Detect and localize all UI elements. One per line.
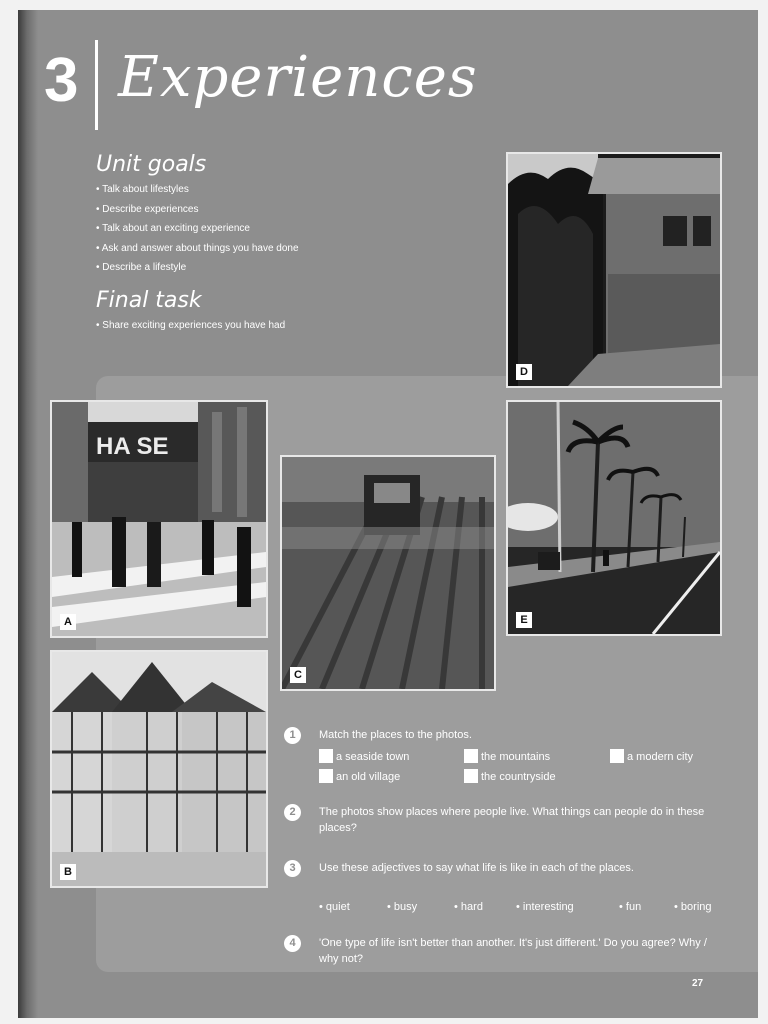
photo-e-seaside-town (506, 400, 722, 636)
goal-item: • Ask and answer about things you have done (96, 239, 299, 259)
checkbox[interactable] (319, 769, 333, 783)
adjective: • quiet (319, 901, 350, 913)
adjective: • boring (674, 901, 712, 913)
final-task-heading: Final task (96, 288, 202, 313)
title-divider (95, 40, 98, 130)
book-spine-shadow (18, 10, 38, 1018)
photo-e-image (508, 402, 720, 634)
option-modern-city[interactable] (610, 749, 693, 765)
question-2 (284, 804, 734, 840)
checkbox[interactable] (610, 749, 624, 763)
unit-title: Experiences (118, 45, 478, 110)
question-text: 'One type of life isn't better than another. It's just different.' Do you agree? Why / why not? (319, 937, 707, 965)
photo-a-modern-city (50, 400, 268, 638)
checkbox[interactable] (464, 749, 478, 763)
unit-goals-heading: Unit goals (96, 152, 207, 177)
photo-label-a: A (60, 614, 76, 630)
photo-label-e: E (516, 612, 532, 628)
photo-label-c: C (290, 667, 306, 683)
goal-item: • Describe experiences (96, 200, 299, 220)
option-label: an old village (336, 771, 401, 783)
question-number: 1 (284, 727, 301, 744)
question-number: 4 (284, 935, 301, 952)
goal-item: • Talk about an exciting experience (96, 219, 299, 239)
page-number: 27 (692, 978, 704, 989)
photo-c-countryside (280, 455, 496, 691)
photo-c-image (282, 457, 494, 689)
photo-d-mountain-house (506, 152, 722, 388)
question-number: 2 (284, 804, 301, 821)
checkbox[interactable] (319, 749, 333, 763)
option-label: a modern city (627, 751, 694, 763)
adjective: • busy (387, 901, 417, 913)
photo-a-image (52, 402, 266, 636)
question-3 (284, 860, 734, 920)
photo-label-b: B (60, 864, 76, 880)
photo-label-d: D (516, 364, 532, 380)
question-number: 3 (284, 860, 301, 877)
option-old-village[interactable] (319, 769, 400, 785)
option-countryside[interactable] (464, 769, 556, 785)
checkbox[interactable] (464, 769, 478, 783)
textbook-page (18, 10, 758, 1018)
question-4 (284, 935, 734, 971)
option-label: a seaside town (336, 751, 410, 763)
question-1 (284, 727, 734, 793)
goal-item: • Talk about lifestyles (96, 180, 299, 200)
option-label: the countryside (481, 771, 556, 783)
option-mountains[interactable] (464, 749, 550, 765)
question-text: Use these adjectives to say what life is like in each of the places. (319, 862, 634, 874)
photo-b-image (52, 652, 266, 886)
photo-d-image (508, 154, 720, 386)
unit-goals-list (96, 180, 299, 278)
adjective: • interesting (516, 901, 574, 913)
adjective: • hard (454, 901, 483, 913)
question-text: The photos show places where people live. What things can people do in these places? (319, 806, 705, 834)
photo-b-old-village (50, 650, 268, 888)
option-label: the mountains (481, 751, 551, 763)
final-task-item: • Share exciting experiences you have had (96, 316, 285, 336)
adjective: • fun (619, 901, 641, 913)
option-seaside-town[interactable] (319, 749, 409, 765)
final-task-list (96, 316, 285, 336)
unit-number: 3 (44, 46, 79, 115)
question-text: Match the places to the photos. (319, 729, 472, 741)
city-sign-text: HA SE (96, 433, 169, 460)
goal-item: • Describe a lifestyle (96, 258, 299, 278)
adjective-list (319, 901, 739, 917)
